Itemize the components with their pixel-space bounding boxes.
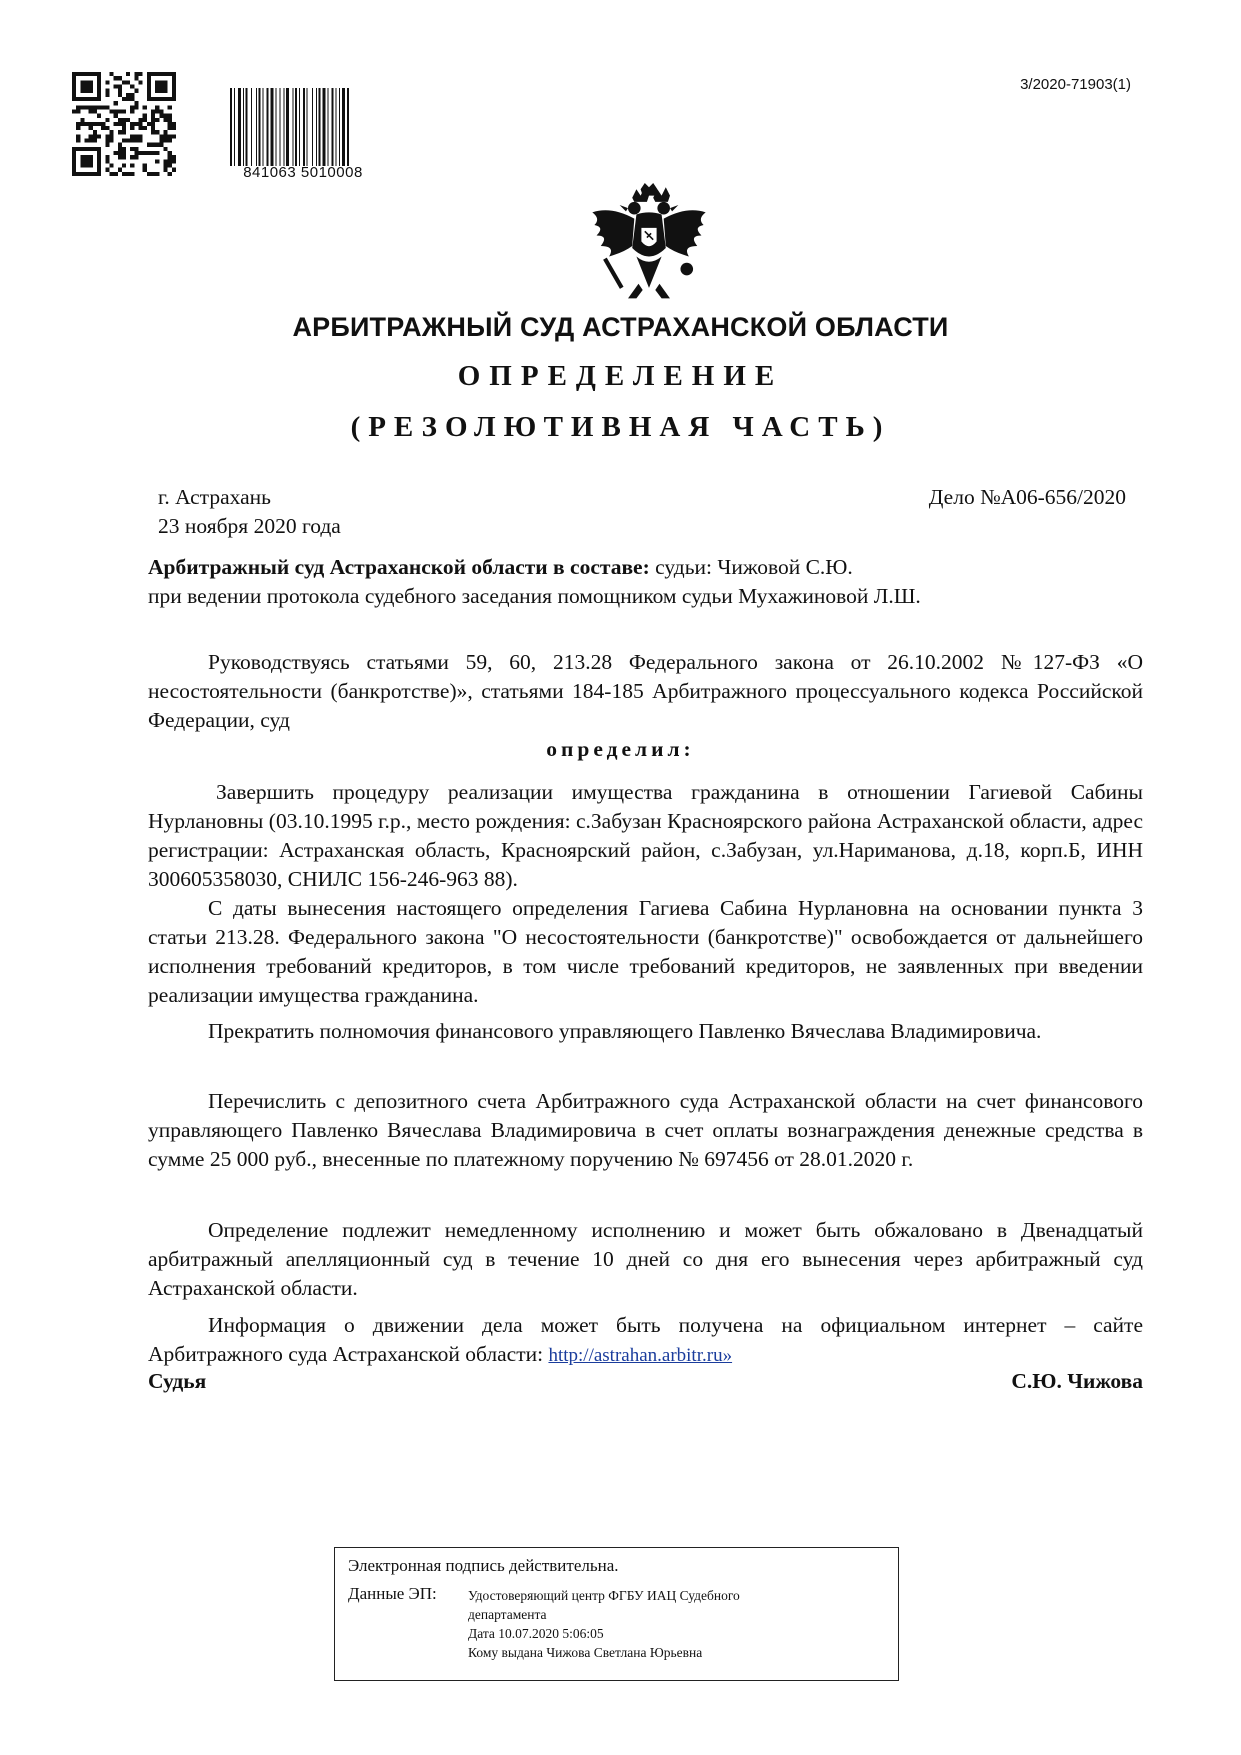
city: г. Астрахань <box>158 485 271 509</box>
release-text: С даты вынесения настоящего определения Гагиева Сабина Нурлановна на основании пункта 3 статьи 213.28. Федерального закона "О несостоятельности (банкротстве)" освобождается от дальнейшего исполнения требований кредиторов, в том числе требований кредиторов, не заявленных при введении реализации имущества гражданина. <box>148 896 1143 1007</box>
signature-issuer-line2: департамента <box>468 1607 547 1622</box>
composition-judge: судьи: Чижовой С.Ю. <box>655 555 853 579</box>
composition-label: Арбитражный суд Астраханской области в составе: <box>148 555 650 579</box>
appeal-paragraph <box>148 1216 1143 1303</box>
info-paragraph <box>148 1311 1143 1370</box>
appeal-text: Определение подлежит немедленному исполнению и может быть обжаловано в Двенадцатый арбитражный апелляционный суд в течение 10 дней со дня его вынесения через арбитражный суд Астраханской области. <box>148 1218 1143 1300</box>
signature-issued-to: Кому выдана Чижова Светлана Юрьевна <box>468 1645 703 1660</box>
qr-code-icon <box>72 72 176 176</box>
info-text: Информация о движении дела может быть получена на официальном интернет – сайте Арбитражного суда Астраханской области: <box>148 1313 1143 1366</box>
ruled-heading: определил: <box>546 737 695 761</box>
case-number: Дело №А06-656/2020 <box>928 485 1126 509</box>
court-website-link[interactable]: http://astrahan.arbitr.ru» <box>548 1345 733 1366</box>
barcode <box>228 88 378 188</box>
terminate-text: Прекратить полномочия финансового управляющего Павленко Вячеслава Владимировича. <box>208 1019 1042 1043</box>
complete-paragraph <box>148 778 1143 894</box>
double-headed-eagle-icon <box>586 183 712 311</box>
signature-valid-text: Электронная подпись действительна. <box>348 1556 619 1575</box>
intro-paragraph <box>148 648 1143 735</box>
document-subtitle: (РЕЗОЛЮТИВНАЯ ЧАСТЬ) <box>350 411 891 443</box>
document-title: ОПРЕДЕЛЕНИЕ <box>457 360 784 392</box>
signature-data-label: Данные ЭП: <box>348 1584 437 1603</box>
judge-name: С.Ю. Чижова <box>1011 1369 1143 1393</box>
court-heading: АРБИТРАЖНЫЙ СУД АСТРАХАНСКОЙ ОБЛАСТИ <box>292 312 949 342</box>
document-code: 3/2020-71903(1) <box>1020 76 1131 93</box>
transfer-text: Перечислить с депозитного счета Арбитражного суда Астраханской области на счет финансового управляющего Павленко Вячеслава Владимировича в счет оплаты вознаграждения денежные средства в сумме 25 000 руб., внесенные по платежному поручению № 697456 от 28.01.2020 г. <box>148 1089 1143 1171</box>
signature-date: Дата 10.07.2020 5:06:05 <box>468 1626 604 1641</box>
terminate-paragraph <box>148 1017 1143 1046</box>
transfer-paragraph <box>148 1087 1143 1174</box>
barcode-number: 841063 5010008 <box>243 164 363 181</box>
electronic-signature-box <box>334 1547 899 1681</box>
judge-label: Судья <box>148 1369 207 1393</box>
barcode-icon <box>228 88 378 166</box>
complete-text: Завершить процедуру реализации имущества гражданина в отношении Гагиевой Сабины Нурлановны (03.10.1995 г.р., место рождения: с.Забузан Красноярского района Астраханской области, адрес регистрации: Астраханская область, Красноярский район, с.Забузан, ул.Нариманова, д.18, корп.Б, ИНН 300605358030, СНИЛС 156-246-963 88). <box>148 780 1143 891</box>
release-paragraph <box>148 894 1143 1010</box>
signature-issuer-line1: Удостоверяющий центр ФГБУ ИАЦ Судебного <box>468 1588 740 1603</box>
court-composition <box>148 553 1138 582</box>
protocol-secretary: при ведении протокола судебного заседания помощником судьи Мухажиновой Л.Ш. <box>148 584 921 608</box>
signature-details <box>468 1586 740 1662</box>
intro-text: Руководствуясь статьями 59, 60, 213.28 Федерального закона от 26.10.2002 №127-ФЗ «О несостоятельности (банкротстве)», статьями 184-185 Арбитражного процессуального кодекса Российской Федерации, суд <box>148 650 1143 732</box>
decision-date: 23 ноября 2020 года <box>158 514 341 538</box>
